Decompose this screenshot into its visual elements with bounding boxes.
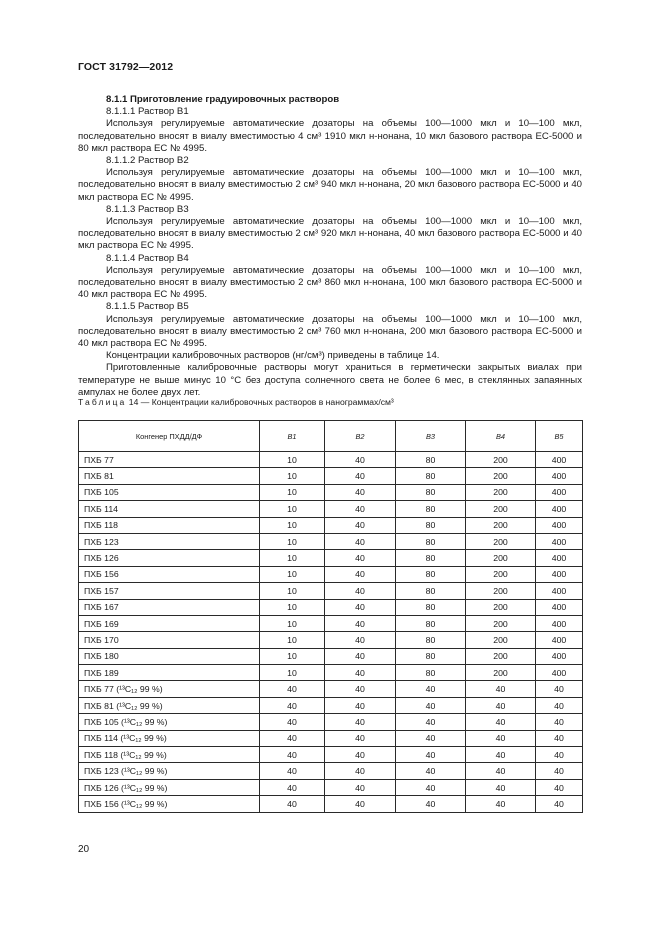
concentration-cell: 40 xyxy=(260,763,325,779)
concentration-cell: 400 xyxy=(536,517,583,533)
concentration-cell: 40 xyxy=(325,484,396,500)
concentration-cell: 40 xyxy=(466,697,536,713)
concentration-cell: 40 xyxy=(396,681,466,697)
section-title: 8.1.1 Приготовление градуировочных растворов xyxy=(106,94,340,105)
concentration-cell: 40 xyxy=(466,730,536,746)
concentration-cell: 400 xyxy=(536,615,583,631)
table-row xyxy=(79,599,583,615)
congener-cell: ПХБ 77 (¹³C₁₂ 99 %) xyxy=(79,681,260,697)
concentration-cell: 80 xyxy=(396,566,466,582)
table-header-row xyxy=(79,421,583,452)
concentration-cell: 80 xyxy=(396,517,466,533)
table-row xyxy=(79,468,583,484)
table-row xyxy=(79,681,583,697)
column-header: B5 xyxy=(536,421,583,452)
table-row xyxy=(79,452,583,468)
congener-cell: ПХБ 156 (¹³C₁₂ 99 %) xyxy=(79,796,260,812)
concentration-cell: 40 xyxy=(396,730,466,746)
concentration-cell: 400 xyxy=(536,468,583,484)
table-row xyxy=(79,747,583,763)
concentration-cell: 400 xyxy=(536,632,583,648)
table-row xyxy=(79,615,583,631)
concentration-cell: 200 xyxy=(466,615,536,631)
concentration-cell: 40 xyxy=(325,796,396,812)
concentration-cell: 40 xyxy=(466,796,536,812)
concentration-cell: 40 xyxy=(325,583,396,599)
solution-b3-text: Используя регулируемые автоматические дозаторы на объемы 100—1000 мкл и 10—100 мкл, последовательно вносят в виалу вместимостью 2 см³ 920 мкл н-нонана, 40 мкл базового раствора ЕС-5000 и 40 мкл раствора ЕС № 4995. xyxy=(78,216,582,252)
table-row xyxy=(79,533,583,549)
solution-b4-heading: 8.1.1.4 Раствор B4 xyxy=(106,252,189,264)
concentration-cell: 40 xyxy=(466,779,536,795)
table-caption xyxy=(78,397,394,407)
concentration-cell: 40 xyxy=(536,730,583,746)
concentration-cell: 10 xyxy=(260,615,325,631)
storage-note: Приготовленные калибровочные растворы могут храниться в герметически закрытых виалах при температуре не выше минус 10 °С без доступа солнечного света не более 6 мес, в стеклянных запаянных ампулах не более двух лет. xyxy=(78,362,582,398)
concentration-cell: 200 xyxy=(466,583,536,599)
concentration-cell: 40 xyxy=(325,599,396,615)
congener-cell: ПХБ 157 xyxy=(79,583,260,599)
concentration-cell: 400 xyxy=(536,501,583,517)
table-row xyxy=(79,566,583,582)
concentration-cell: 40 xyxy=(536,697,583,713)
column-header: Конгенер ПХДД/ДФ xyxy=(79,421,260,452)
table-row xyxy=(79,665,583,681)
concentration-cell: 40 xyxy=(325,517,396,533)
solution-b2-heading: 8.1.1.2 Раствор B2 xyxy=(106,155,189,167)
concentration-cell: 40 xyxy=(466,747,536,763)
concentration-cell: 40 xyxy=(325,452,396,468)
table-caption-text: 14 — Концентрации калибровочных растворов в нанограммах/см³ xyxy=(128,397,394,407)
concentrations-table xyxy=(78,420,583,813)
concentration-cell: 400 xyxy=(536,484,583,500)
concentration-cell: 10 xyxy=(260,533,325,549)
concentration-cell: 200 xyxy=(466,501,536,517)
concentration-cell: 400 xyxy=(536,665,583,681)
concentration-cell: 200 xyxy=(466,484,536,500)
column-header: B3 xyxy=(396,421,466,452)
concentration-cell: 80 xyxy=(396,501,466,517)
concentration-cell: 40 xyxy=(325,779,396,795)
table-row xyxy=(79,632,583,648)
concentration-cell: 40 xyxy=(466,714,536,730)
concentration-cell: 200 xyxy=(466,566,536,582)
concentration-cell: 10 xyxy=(260,452,325,468)
concentration-cell: 40 xyxy=(325,747,396,763)
concentration-cell: 400 xyxy=(536,533,583,549)
concentration-cell: 40 xyxy=(466,763,536,779)
table-row xyxy=(79,697,583,713)
congener-cell: ПХБ 77 xyxy=(79,452,260,468)
table-row xyxy=(79,779,583,795)
solution-b3-heading: 8.1.1.3 Раствор B3 xyxy=(106,203,189,215)
congener-cell: ПХБ 118 (¹³C₁₂ 99 %) xyxy=(79,747,260,763)
concentration-cell: 10 xyxy=(260,468,325,484)
concentration-cell: 10 xyxy=(260,501,325,517)
table-row xyxy=(79,714,583,730)
congener-cell: ПХБ 126 xyxy=(79,550,260,566)
column-header: B2 xyxy=(325,421,396,452)
congener-cell: ПХБ 169 xyxy=(79,615,260,631)
concentration-cell: 40 xyxy=(260,796,325,812)
concentration-cell: 10 xyxy=(260,517,325,533)
congener-cell: ПХБ 156 xyxy=(79,566,260,582)
congener-cell: ПХБ 114 (¹³C₁₂ 99 %) xyxy=(79,730,260,746)
concentration-cell: 40 xyxy=(260,747,325,763)
concentration-cell: 40 xyxy=(536,747,583,763)
concentrations-note: Концентрации калибровочных растворов (нг/см³) приведены в таблице 14. xyxy=(106,350,440,362)
congener-cell: ПХБ 167 xyxy=(79,599,260,615)
congener-cell: ПХБ 170 xyxy=(79,632,260,648)
solution-b2-text: Используя регулируемые автоматические дозаторы на объемы 100—1000 мкл и 10—100 мкл, последовательно вносят в виалу вместимостью 2 см³ 940 мкл н-нонана, 20 мкл базового раствора ЕС-5000 и 40 мкл раствора ЕС № 4995. xyxy=(78,167,582,203)
concentration-cell: 40 xyxy=(260,697,325,713)
table-row xyxy=(79,648,583,664)
concentration-cell: 40 xyxy=(536,763,583,779)
concentration-cell: 200 xyxy=(466,452,536,468)
congener-cell: ПХБ 81 (¹³C₁₂ 99 %) xyxy=(79,697,260,713)
concentration-cell: 400 xyxy=(536,452,583,468)
solution-b5-heading: 8.1.1.5 Раствор B5 xyxy=(106,301,189,313)
concentration-cell: 40 xyxy=(260,730,325,746)
congener-cell: ПХБ 189 xyxy=(79,665,260,681)
concentration-cell: 40 xyxy=(325,615,396,631)
concentration-cell: 80 xyxy=(396,599,466,615)
concentration-cell: 40 xyxy=(396,779,466,795)
congener-cell: ПХБ 114 xyxy=(79,501,260,517)
concentration-cell: 40 xyxy=(325,714,396,730)
solution-b1-text: Используя регулируемые автоматические дозаторы на объемы 100—1000 мкл и 10—100 мкл, последовательно вносят в виалу вместимостью 4 см³ 1910 мкл н-нонана, 10 мкл базового раствора ЕС-5000 и 80 мкл раствора ЕС № 4995. xyxy=(78,118,582,154)
concentration-cell: 400 xyxy=(536,583,583,599)
concentration-cell: 200 xyxy=(466,517,536,533)
concentration-cell: 40 xyxy=(325,533,396,549)
table-row xyxy=(79,517,583,533)
concentration-cell: 80 xyxy=(396,550,466,566)
congener-cell: ПХБ 123 (¹³C₁₂ 99 %) xyxy=(79,763,260,779)
page-number: 20 xyxy=(78,844,90,855)
concentration-cell: 40 xyxy=(325,501,396,517)
concentration-cell: 40 xyxy=(260,779,325,795)
concentration-cell: 10 xyxy=(260,566,325,582)
solution-b4-text: Используя регулируемые автоматические дозаторы на объемы 100—1000 мкл и 10—100 мкл, последовательно вносят в виалу вместимостью 2 см³ 860 мкл н-нонана, 100 мкл базового раствора ЕС-5000 и 40 мкл раствора ЕС № 4995. xyxy=(78,264,582,301)
solution-b5-text: Используя регулируемые автоматические дозаторы на объемы 100—1000 мкл и 10—100 мкл, последовательно вносят в виалу вместимостью 2 см³ 760 мкл н-нонана, 200 мкл базового раствора ЕС-5000 и 40 мкл раствора ЕС № 4995. xyxy=(78,313,582,350)
concentration-cell: 40 xyxy=(325,763,396,779)
concentration-cell: 200 xyxy=(466,468,536,484)
concentration-cell: 10 xyxy=(260,665,325,681)
concentration-cell: 10 xyxy=(260,599,325,615)
section-body xyxy=(78,94,582,399)
table-row xyxy=(79,484,583,500)
congener-cell: ПХБ 118 xyxy=(79,517,260,533)
concentration-cell: 400 xyxy=(536,566,583,582)
concentration-cell: 80 xyxy=(396,615,466,631)
document-header: ГОСТ 31792—2012 xyxy=(78,61,174,73)
concentration-cell: 40 xyxy=(536,681,583,697)
congener-cell: ПХБ 180 xyxy=(79,648,260,664)
concentration-cell: 80 xyxy=(396,484,466,500)
concentration-cell: 40 xyxy=(536,779,583,795)
concentration-cell: 40 xyxy=(536,796,583,812)
concentration-cell: 40 xyxy=(325,697,396,713)
concentration-cell: 40 xyxy=(325,648,396,664)
concentration-cell: 40 xyxy=(325,681,396,697)
concentration-cell: 200 xyxy=(466,599,536,615)
concentration-cell: 400 xyxy=(536,550,583,566)
concentration-cell: 10 xyxy=(260,632,325,648)
concentration-cell: 80 xyxy=(396,632,466,648)
solution-b1-heading: 8.1.1.1 Раствор B1 xyxy=(106,106,189,118)
congener-cell: ПХБ 105 (¹³C₁₂ 99 %) xyxy=(79,714,260,730)
concentration-cell: 40 xyxy=(536,714,583,730)
table-caption-lead: Таблица xyxy=(78,397,127,407)
concentration-cell: 200 xyxy=(466,648,536,664)
concentration-cell: 40 xyxy=(396,763,466,779)
concentration-cell: 80 xyxy=(396,533,466,549)
concentration-cell: 40 xyxy=(325,550,396,566)
concentration-cell: 400 xyxy=(536,648,583,664)
concentration-cell: 80 xyxy=(396,468,466,484)
table-row xyxy=(79,583,583,599)
concentration-cell: 80 xyxy=(396,583,466,599)
table-row xyxy=(79,550,583,566)
table-row xyxy=(79,730,583,746)
concentration-cell: 40 xyxy=(260,681,325,697)
concentration-cell: 40 xyxy=(325,632,396,648)
concentration-cell: 40 xyxy=(325,566,396,582)
concentration-cell: 80 xyxy=(396,665,466,681)
congener-cell: ПХБ 105 xyxy=(79,484,260,500)
concentration-cell: 40 xyxy=(325,665,396,681)
concentration-cell: 10 xyxy=(260,550,325,566)
concentration-cell: 10 xyxy=(260,583,325,599)
table-row xyxy=(79,763,583,779)
concentration-cell: 40 xyxy=(396,714,466,730)
concentration-cell: 40 xyxy=(396,747,466,763)
concentration-cell: 200 xyxy=(466,632,536,648)
congener-cell: ПХБ 123 xyxy=(79,533,260,549)
concentration-cell: 200 xyxy=(466,533,536,549)
concentration-cell: 40 xyxy=(325,730,396,746)
concentration-cell: 80 xyxy=(396,648,466,664)
concentration-cell: 40 xyxy=(466,681,536,697)
concentration-cell: 200 xyxy=(466,665,536,681)
concentration-cell: 400 xyxy=(536,599,583,615)
column-header: B1 xyxy=(260,421,325,452)
column-header: B4 xyxy=(466,421,536,452)
table-body xyxy=(79,452,583,813)
concentration-cell: 10 xyxy=(260,648,325,664)
concentration-cell: 40 xyxy=(260,714,325,730)
table-row xyxy=(79,796,583,812)
concentration-cell: 40 xyxy=(396,697,466,713)
concentration-cell: 40 xyxy=(325,468,396,484)
congener-cell: ПХБ 126 (¹³C₁₂ 99 %) xyxy=(79,779,260,795)
congener-cell: ПХБ 81 xyxy=(79,468,260,484)
table-row xyxy=(79,501,583,517)
concentration-cell: 10 xyxy=(260,484,325,500)
concentration-cell: 200 xyxy=(466,550,536,566)
concentration-cell: 80 xyxy=(396,452,466,468)
concentration-cell: 40 xyxy=(396,796,466,812)
